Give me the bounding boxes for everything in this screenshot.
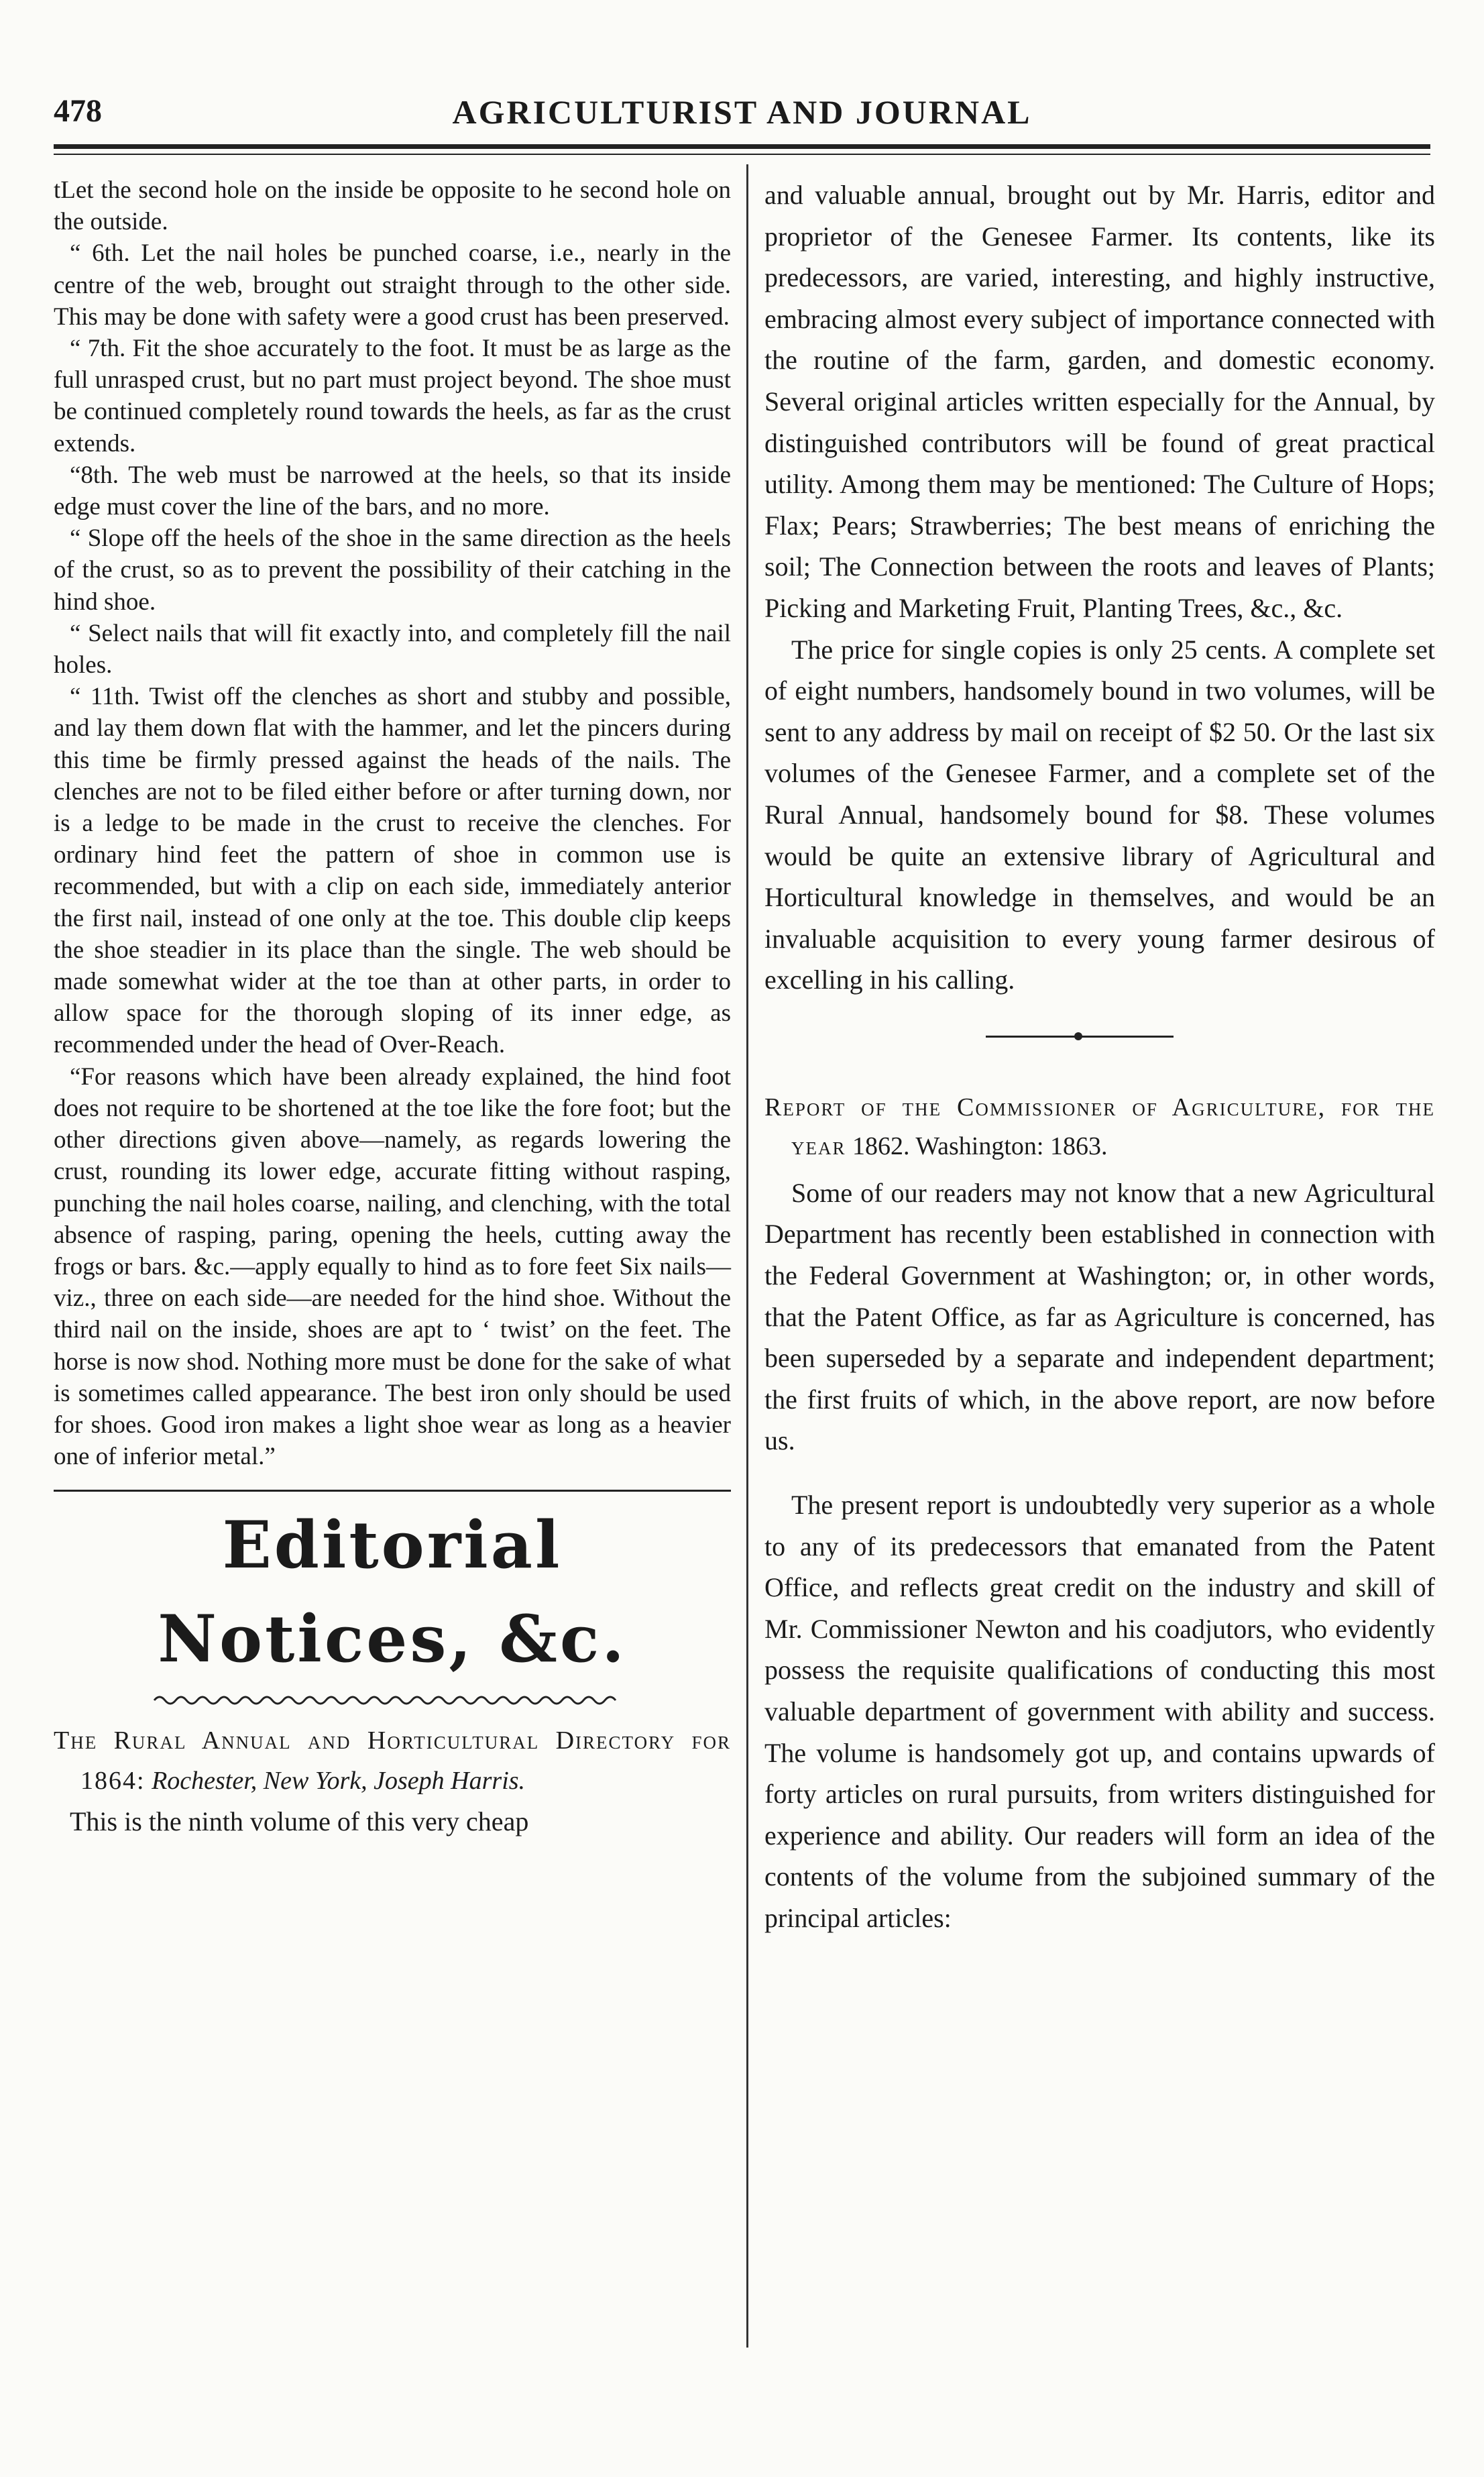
left-paragraph: “ 11th. Twist off the clenches as short and stubby and possible, and lay them down flat with the hammer, and let the pincers during this time be firmly pressed against the heads of the nails. The clenches are not to be filed either before or after turning down, nor is a ledge to be made in the crust to receive the clenches. For ordinary hind feet the pattern of shoe in common use is recommended, but with a clip on each side, immediately anterior the first nail, instead of one only at the toe. This double clip keeps the shoe steadier in its place than the single. The web should be made somewhat wider at the toe than at other parts, in order to allow space for the thorough sloping of its inner edge, as recommended under the head of Over-Reach. <box>54 683 731 1059</box>
rural-annual-heading-italic: Rochester, New York, Joseph Harris. <box>152 1767 526 1796</box>
right-paragraph: and valuable annual, brought out by Mr. Harris, editor and proprietor of the Genesee Farmer. Its contents, like its predecessors, are varied, interesting, and highly instructive, embracing almost every subject of importance connected with the routine of the farm, garden, and domestic economy. Several original articles written especially for the Annual, by distinguished contributors will be found of great practical utility. Among them may be mentioned: The Culture of Hops; Flax; Pears; Strawberries; The best means of enriching the soil; The Connection between the roots and leaves of Plants; Picking and Marketing Fruit, Planting Trees, &c., &c. <box>764 180 1435 623</box>
section-ornament <box>764 1024 1435 1050</box>
header-rule-thick <box>54 144 1430 149</box>
rural-annual-heading <box>54 1720 731 1801</box>
report-heading-rest: 1862. Washington: 1863. <box>852 1132 1108 1160</box>
column-divider <box>746 164 748 2348</box>
left-paragraph: “ Select nails that will fit exactly into, and completely fill the nail holes. <box>54 619 731 679</box>
left-paragraph: tLet the second hole on the inside be opposite to he second hole on the outside. <box>54 176 731 236</box>
left-paragraph: “ 6th. Let the nail holes be punched coarse, i.e., nearly in the centre of the web, brought out straight through to the other side. This may be done with safety were a good crust has been preserved. <box>54 239 731 331</box>
report-paragraph: Some of our readers may not know that a new Agricultural Department has recently been established in connection with the Federal Government at Washington; or, in other words, that the Patent Office, as far as Agriculture is concerned, has been superseded by a separate and independent department; the first fruits of which, in the above report, are now before us. <box>764 1177 1435 1456</box>
rural-annual-heading-caps: The Rural Annual and Horticultural Directory for 1864: <box>54 1726 731 1796</box>
left-column <box>54 174 731 1842</box>
report-heading <box>764 1088 1435 1166</box>
left-paragraph: “8th. The web must be narrowed at the heels, so that its inside edge must cover the line of the bars, and no more. <box>54 461 731 521</box>
left-paragraph: “ Slope off the heels of the shoe in the same direction as the heels of the crust, so as to prevent the possibility of their catching in the hind shoe. <box>54 525 731 616</box>
right-column <box>764 174 1435 1939</box>
left-paragraph: “For reasons which have been already explained, the hind foot does not require to be shortened at the toe like the fore foot; but the other directions given above—namely, as regards lowering the crust, rounding its lower edge, accurate fitting without rasping, punching the nail holes coarse, nailing, and clenching, with the total absence of rasping, paring, opening the heels, cutting away the frogs or bars. &c.—apply equally to hind as to fore feet Six nails—viz., three on each side—are needed for the hind shoe. Without the third nail on the inside, shoes are apt to ‘ twist’ on the feet. The horse is now shod. Nothing more must be done for the sake of what is sometimes called appearance. The best iron only should be used for shoes. Good iron makes a light shoe wear as long as a heavier one of inferior metal.” <box>54 1062 731 1471</box>
report-heading-caps: Report of the Commissioner of Agriculture, for the year <box>764 1093 1435 1160</box>
ornament-dot <box>1074 1032 1082 1040</box>
editorial-rule <box>54 1490 731 1492</box>
editorial-notices-title: Editorial Notices, &c. <box>158 1507 627 1677</box>
report-paragraph: The present report is undoubtedly very superior as a whole to any of its predecessors that emanated from the Patent Office, and reflects great credit on the industry and skill of Mr. Commissioner Newton and his coadjutors, who evidently possess the requisite qualifications of conducting this most valuable department of government with ability and success. The volume is handsomely got up, and contains upwards of forty articles on rural pursuits, from writers distinguished for experience and ability. Our readers will form an idea of the contents of the volume from the subjoined summary of the principal articles: <box>764 1490 1435 1933</box>
wavy-ornament <box>54 1690 731 1710</box>
page-number: 478 <box>54 93 102 129</box>
running-title: AGRICULTURIST AND JOURNAL <box>452 93 1032 131</box>
right-paragraph: The price for single copies is only 25 cents. A complete set of eight numbers, handsomely bound in two volumes, will be sent to any address by mail on receipt of $2 50. Or the last six volumes of the Genesee Farmer, and a complete set of the Rural Annual, handsomely bound for $8. These volumes would be quite an extensive library of Agricultural and Horticultural knowledge in themselves, and would be an invaluable acquisition to every young farmer desirous of excelling in his calling. <box>764 634 1435 995</box>
left-paragraph: “ 7th. Fit the shoe accurately to the foot. It must be as large as the full unrasped crust, but no part must project beyond. The shoe must be continued completely round towards the heels, as far as the crust extends. <box>54 335 731 457</box>
rural-annual-body: This is the ninth volume of this very cheap <box>70 1806 529 1837</box>
paragraph-gap <box>764 1462 1435 1484</box>
header-rule-thin <box>54 154 1430 155</box>
page-header <box>54 80 1430 141</box>
